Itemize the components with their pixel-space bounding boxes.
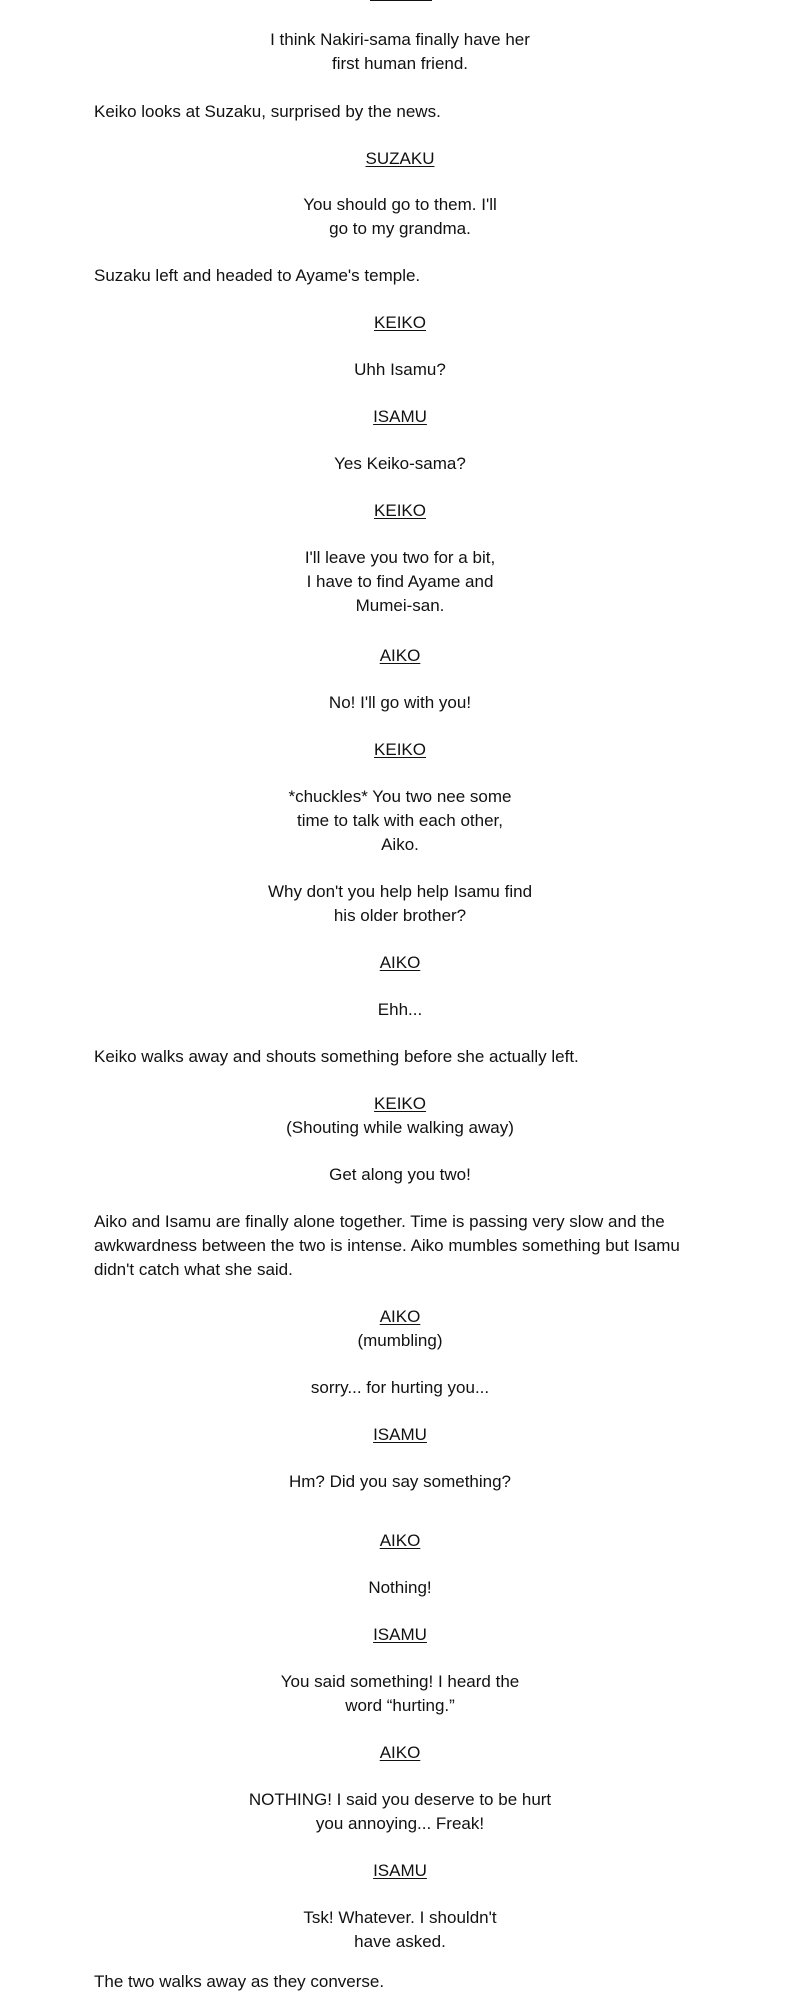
dialogue-line: you annoying... Freak! xyxy=(315,1814,485,1833)
dialogue-line: You should go to them. I'll xyxy=(303,195,497,214)
dialogue-line: Nothing! xyxy=(368,1578,432,1597)
dialogue-line: Yes Keiko-sama? xyxy=(334,454,466,473)
speaker-name: AIKO xyxy=(379,1743,421,1762)
speaker-name: AIKO xyxy=(379,1531,421,1550)
parenthetical: (Shouting while walking away) xyxy=(286,1118,514,1137)
dialogue-line: Hm? Did you say something? xyxy=(288,1472,512,1491)
top-underline-fragment xyxy=(370,0,432,1)
dialogue-line: word “hurting.” xyxy=(345,1696,455,1715)
dialogue-line: have asked. xyxy=(354,1932,446,1951)
dialogue-line: *chuckles* You two nee some xyxy=(288,787,512,806)
dialogue-line: time to talk with each other, xyxy=(297,811,503,830)
dialogue-line: You said something! I heard the xyxy=(280,1672,520,1691)
dialogue-line: his older brother? xyxy=(333,906,467,925)
speaker-name: AIKO xyxy=(379,1307,421,1326)
dialogue-line: I'll leave you two for a bit, xyxy=(304,548,496,567)
action-line: The two walks away as they converse. xyxy=(94,1972,385,1991)
action-line: Keiko looks at Suzaku, surprised by the news. xyxy=(94,102,441,121)
action-line: Keiko walks away and shouts something before she actually left. xyxy=(94,1047,579,1066)
speaker-name: ISAMU xyxy=(373,1425,427,1444)
speaker-name: KEIKO xyxy=(374,501,426,520)
dialogue-line: first human friend. xyxy=(331,54,469,73)
action-line: Aiko and Isamu are finally alone together. Time is passing very slow and the xyxy=(94,1212,665,1231)
dialogue-line: Ehh... xyxy=(377,1000,423,1019)
speaker-name: AIKO xyxy=(379,646,421,665)
dialogue-line: Get along you two! xyxy=(329,1165,471,1184)
action-line: didn't catch what she said. xyxy=(94,1260,293,1279)
dialogue-line: I have to find Ayame and xyxy=(306,572,494,591)
dialogue-line: NOTHING! I said you deserve to be hurt xyxy=(248,1790,552,1809)
action-line: awkwardness between the two is intense. Aiko mumbles something but Isamu xyxy=(94,1236,680,1255)
dialogue-line: go to my grandma. xyxy=(329,219,471,238)
dialogue-line: Tsk! Whatever. I shouldn't xyxy=(303,1908,497,1927)
parenthetical: (mumbling) xyxy=(357,1331,443,1350)
dialogue-line: sorry... for hurting you... xyxy=(310,1378,490,1397)
speaker-name: KEIKO xyxy=(374,1094,426,1113)
dialogue-line: Mumei-san. xyxy=(355,596,445,615)
speaker-name: AIKO xyxy=(379,953,421,972)
speaker-name: SUZAKU xyxy=(365,149,435,168)
speaker-name: ISAMU xyxy=(373,1625,427,1644)
speaker-name: ISAMU xyxy=(373,1861,427,1880)
dialogue-line: No! I'll go with you! xyxy=(328,693,472,712)
dialogue-line: Why don't you help help Isamu find xyxy=(267,882,533,901)
dialogue-line: Aiko. xyxy=(381,835,419,854)
speaker-name: ISAMU xyxy=(373,407,427,426)
speaker-name: KEIKO xyxy=(374,313,426,332)
action-line: Suzaku left and headed to Ayame's temple. xyxy=(94,266,421,285)
dialogue-line: Uhh Isamu? xyxy=(354,360,446,379)
speaker-name: KEIKO xyxy=(374,740,426,759)
dialogue-line: I think Nakiri-sama finally have her xyxy=(270,30,530,49)
